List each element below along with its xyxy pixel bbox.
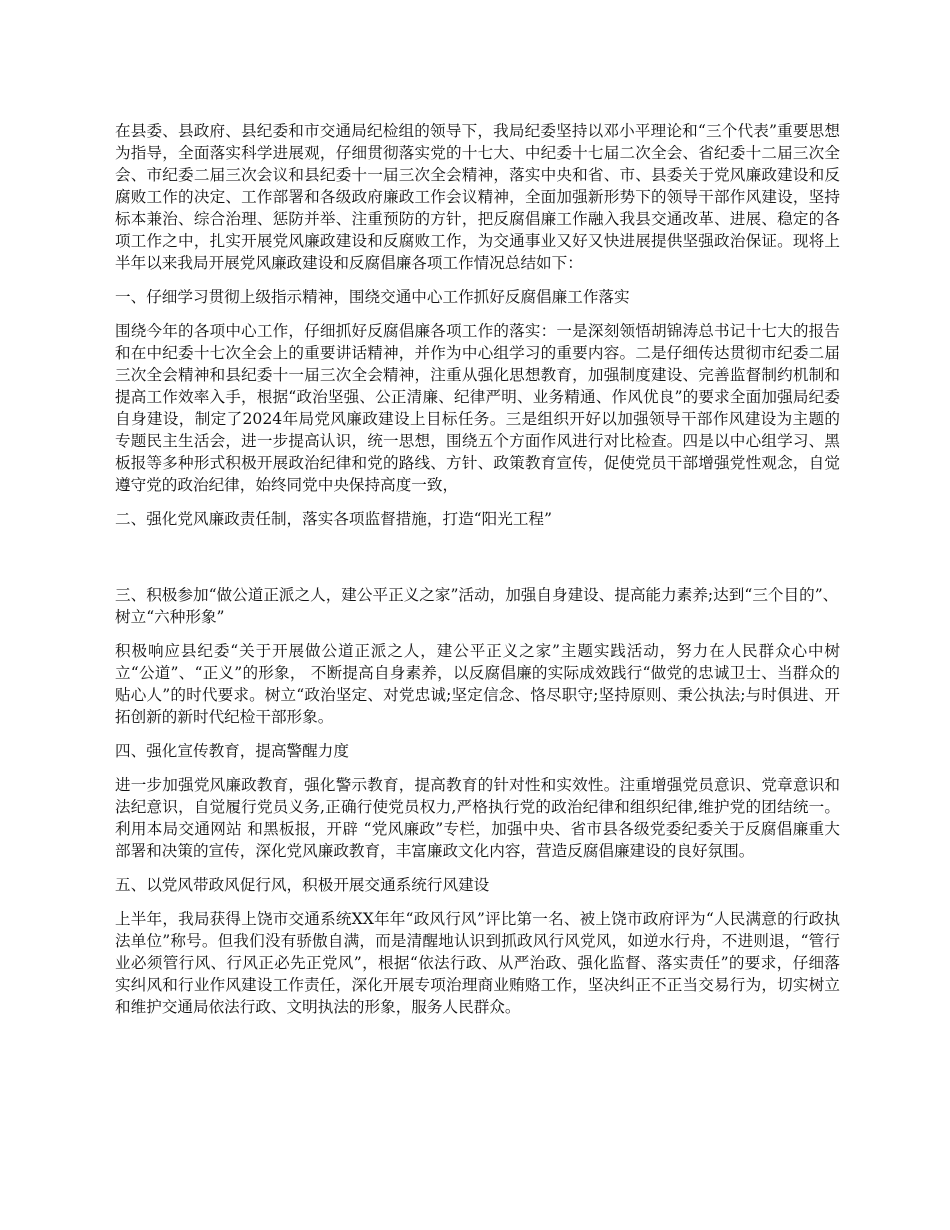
section-5-body: 上半年，我局获得上饶市交通系统XX年年“政风行风”评比第一名、被上饶市政府评为“人民满意的行政执法单位”称号。但我们没有骄傲自满，而是清醒地认识到抓政风行风党风，如逆水行舟，不进则退，“管行业必须管行风、行风正必先正党风”，根据“依法行政、从严治政、强化监督、落实责任”的要求，仔细落实纠风和行业作风建设工作责任，深化开展专项治理商业贿赂工作，坚决纠正不正当交易行为，切实树立和维护交通局依法行政、文明执法的形象，服务人民群众。 [115,910,840,1016]
section-3-heading: 三、积极参加“做公道正派之人，建公平正义之家”活动，加强自身建设、提高能力素养;达到“三个目的”、树立“六种形象” [115,586,839,626]
section-1-body: 围绕今年的各项中心工作，仔细抓好反腐倡廉各项工作的落实：一是深刻领悟胡锦涛总书记十七大的报告和在中纪委十七次全会上的重要讲话精神，并作为中心组学习的重要内容。二是仔细传达贯彻市纪委二届三次全会精神和县纪委十一届三次全会精神，注重从强化思想教育，加强制度建设、完善监督制约机制和提高工作效率入手，根据“政治坚强、公正清廉、纪律严明、业务精通、作风优良”的要求全面加强局纪委自身建设，制定了2024年局党风廉政建设上目标任务。三是组织开好以加强领导干部作风建设为主题的专题民主生活会，进一步提高认识，统一思想，围绕五个方面作风进行对比检查。四是以中心组学习、黑板报等多种形式积极开展政治纪律和党的路线、方针、政策教育宣传，促使党员干部增强党性观念，自觉遵守党的政治纪律，始终同党中央保持高度一致， [115,322,840,494]
section-3-body: 积极响应县纪委“关于开展做公道正派之人，建公平正义之家”主题实践活动，努力在人民群众心中树立“公道”、“正义”的形象， 不断提高自身素养，以反腐倡廉的实际成效践行“做党的忠诚卫士、当群众的贴心人”的时代要求。树立“政治坚定、对党忠诚;坚定信念、恪尽职守;坚持原则、秉公执法;与时俱进、开拓创新的新时代纪检干部形象。 [115,642,840,726]
section-2-heading: 二、强化党风廉政责任制，落实各项监督措施，打造“阳光工程” [115,510,552,528]
intro-paragraph: 在县委、县政府、县纪委和市交通局纪检组的领导下，我局纪委坚持以邓小平理论和“三个代表”重要思想为指导，全面落实科学进展观，仔细贯彻落实党的十七大、中纪委十七届二次全会、省纪委十二届三次全会、市纪委二届三次会议和县纪委十一届三次全会精神，落实中央和省、市、县委关于党风廉政建设和反腐败工作的决定、工作部署和各级政府廉政工作会议精神，全面加强新形势下的领导干部作风建设，坚持标本兼治、综合治理、惩防并举、注重预防的方针，把反腐倡廉工作融入我县交通改革、进展、稳定的各项工作之中，扎实开展党风廉政建设和反腐败工作，为交通事业又好又快进展提供坚强政治保证。现将上半年以来我局开展党风廉政建设和反腐倡廉各项工作情况总结如下： [115,122,840,272]
document-page [115,120,840,1030]
blank-gap [115,542,840,584]
section-4-body: 进一步加强党风廉政教育，强化警示教育，提高教育的针对性和实效性。注重增强党员意识、党章意识和法纪意识，自觉履行党员义务,正确行使党员权力,严格执行党的政治纪律和组织纪律,维护党的团结统一。利用本局交通网站 和黑板报，开辟 “党风廉政”专栏，加强中央、省市县各级党委纪委关于反腐倡廉重大部署和决策的宣传，深化党风廉政教育，丰富廉政文化内容，营造反腐倡廉建设的良好氛围。 [115,776,840,860]
section-5-heading: 五、以党风带政风促行风，积极开展交通系统行风建设 [115,876,490,894]
section-1-heading: 一、仔细学习贯彻上级指示精神，围绕交通中心工作抓好反腐倡廉工作落实 [115,288,630,306]
section-4-heading: 四、强化宣传教育，提高警醒力度 [115,742,349,760]
